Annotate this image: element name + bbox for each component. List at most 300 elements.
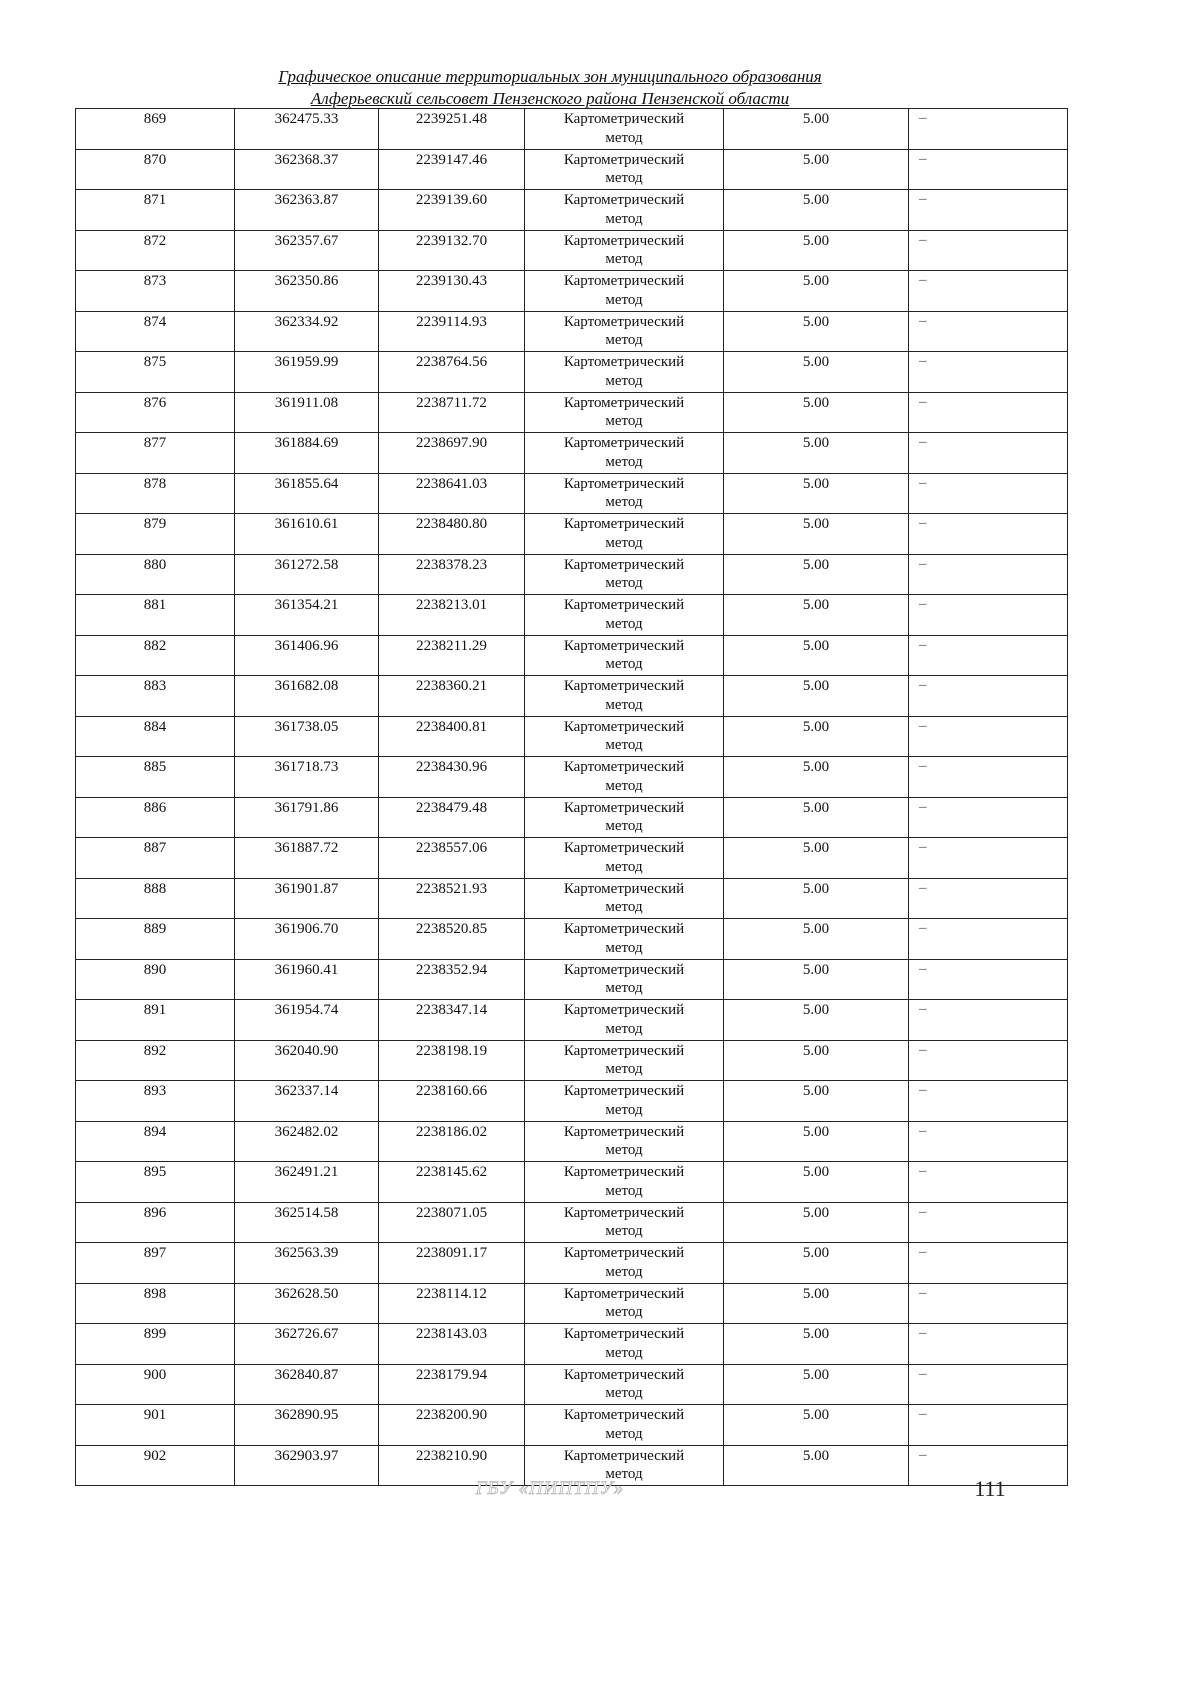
note-cell: – — [909, 149, 1068, 190]
point-number-cell: 885 — [76, 757, 235, 798]
table-row — [76, 757, 1068, 798]
point-number-cell: 876 — [76, 392, 235, 433]
coordinate-y-cell: 2238360.21 — [379, 676, 525, 717]
coordinate-y-cell: 2238641.03 — [379, 473, 525, 514]
method-line-2: метод — [605, 696, 643, 713]
note-cell: – — [909, 757, 1068, 798]
note-cell: – — [909, 1405, 1068, 1446]
method-line-1: Картометрический — [563, 475, 685, 492]
coordinate-x-cell: 361718.73 — [235, 757, 379, 798]
method-cell — [525, 1283, 724, 1324]
table-row — [76, 311, 1068, 352]
method-cell — [525, 311, 724, 352]
method-cell — [525, 514, 724, 555]
method-line-1: Картометрический — [563, 1285, 685, 1302]
coordinate-x-cell: 362357.67 — [235, 230, 379, 271]
method-line-2: метод — [605, 1101, 643, 1118]
note-cell: – — [909, 1243, 1068, 1284]
point-number-cell: 878 — [76, 473, 235, 514]
coordinate-y-cell: 2238557.06 — [379, 838, 525, 879]
accuracy-cell: 5.00 — [724, 716, 909, 757]
table-row — [76, 1040, 1068, 1081]
point-number-cell: 902 — [76, 1445, 235, 1486]
method-line-2: метод — [605, 939, 643, 956]
coordinate-x-cell: 361884.69 — [235, 433, 379, 474]
table-row — [76, 797, 1068, 838]
method-line-1: Картометрический — [563, 921, 685, 937]
coordinate-x-cell: 362040.90 — [235, 1040, 379, 1081]
method-line-2: метод — [605, 1385, 643, 1401]
note-cell: – — [909, 1283, 1068, 1324]
method-cell — [525, 271, 724, 312]
method-line-2: метод — [605, 1304, 643, 1320]
coordinate-y-cell: 2238211.29 — [379, 635, 525, 676]
method-line-2: метод — [605, 453, 643, 470]
note-cell: – — [909, 919, 1068, 960]
method-line-1: Картометрический — [563, 1083, 685, 1099]
table-row — [76, 230, 1068, 271]
method-cell — [525, 1081, 724, 1122]
accuracy-cell: 5.00 — [724, 838, 909, 879]
method-line-2: метод — [605, 737, 643, 753]
accuracy-cell: 5.00 — [724, 514, 909, 555]
table-row — [76, 352, 1068, 393]
note-cell: – — [909, 878, 1068, 919]
method-cell — [525, 554, 724, 595]
method-line-2: метод — [605, 494, 643, 510]
coordinate-y-cell: 2238521.93 — [379, 878, 525, 919]
coordinate-y-cell: 2238213.01 — [379, 595, 525, 636]
coordinate-x-cell: 361406.96 — [235, 635, 379, 676]
accuracy-cell: 5.00 — [724, 1000, 909, 1041]
table-row — [76, 595, 1068, 636]
method-line-1: Картометрический — [563, 516, 685, 532]
point-number-cell: 892 — [76, 1040, 235, 1081]
method-cell — [525, 838, 724, 879]
accuracy-cell: 5.00 — [724, 635, 909, 676]
accuracy-cell: 5.00 — [724, 595, 909, 636]
accuracy-cell: 5.00 — [724, 149, 909, 190]
point-number-cell: 875 — [76, 352, 235, 393]
point-number-cell: 882 — [76, 635, 235, 676]
table-row — [76, 1121, 1068, 1162]
table-row — [76, 392, 1068, 433]
accuracy-cell: 5.00 — [724, 190, 909, 231]
method-cell — [525, 1243, 724, 1284]
note-cell: – — [909, 230, 1068, 271]
table-row — [76, 514, 1068, 555]
table-row — [76, 554, 1068, 595]
accuracy-cell: 5.00 — [724, 1364, 909, 1405]
coordinate-y-cell: 2238071.05 — [379, 1202, 525, 1243]
method-line-2: метод — [605, 210, 643, 227]
method-line-2: метод — [605, 1061, 643, 1077]
footer-organization-watermark: ГБУ «ПИПТПУ» — [475, 1478, 625, 1499]
accuracy-cell: 5.00 — [724, 554, 909, 595]
table-row — [76, 1000, 1068, 1041]
point-number-cell: 880 — [76, 554, 235, 595]
coordinate-y-cell: 2238347.14 — [379, 1000, 525, 1041]
coordinate-x-cell: 361911.08 — [235, 392, 379, 433]
coordinate-x-cell: 361901.87 — [235, 878, 379, 919]
coordinate-y-cell: 2238114.12 — [379, 1283, 525, 1324]
method-line-2: метод — [605, 291, 643, 308]
method-line-2: метод — [605, 251, 643, 267]
note-cell: – — [909, 352, 1068, 393]
method-cell — [525, 1121, 724, 1162]
method-line-1: Картометрический — [563, 556, 685, 573]
method-cell — [525, 190, 724, 231]
coordinate-y-cell: 2239114.93 — [379, 311, 525, 352]
method-line-1: Картометрический — [563, 1245, 685, 1261]
accuracy-cell: 5.00 — [724, 1283, 909, 1324]
coordinate-x-cell: 361354.21 — [235, 595, 379, 636]
method-line-1: Картометрический — [563, 111, 685, 127]
coordinate-x-cell: 362628.50 — [235, 1283, 379, 1324]
table-row — [76, 838, 1068, 879]
method-cell — [525, 595, 724, 636]
coordinate-x-cell: 362840.87 — [235, 1364, 379, 1405]
coordinate-x-cell: 362363.87 — [235, 190, 379, 231]
method-line-2: метод — [605, 1466, 643, 1482]
coordinate-x-cell: 362491.21 — [235, 1162, 379, 1203]
table-row — [76, 109, 1068, 150]
coordinate-x-cell: 362890.95 — [235, 1405, 379, 1446]
point-number-cell: 887 — [76, 838, 235, 879]
method-cell — [525, 919, 724, 960]
note-cell: – — [909, 271, 1068, 312]
method-line-1: Картометрический — [563, 961, 685, 978]
coordinate-x-cell: 362482.02 — [235, 1121, 379, 1162]
coordinate-x-cell: 362334.92 — [235, 311, 379, 352]
table-row — [76, 473, 1068, 514]
coordinate-x-cell: 361906.70 — [235, 919, 379, 960]
method-line-2: метод — [605, 372, 643, 389]
coordinate-y-cell: 2238145.62 — [379, 1162, 525, 1203]
method-line-1: Картометрический — [563, 192, 685, 208]
table-row — [76, 1081, 1068, 1122]
table-row — [76, 959, 1068, 1000]
method-line-2: метод — [605, 980, 643, 996]
method-line-2: метод — [605, 615, 643, 632]
coordinate-x-cell: 361738.05 — [235, 716, 379, 757]
coordinate-y-cell: 2238143.03 — [379, 1324, 525, 1365]
method-line-1: Картометрический — [563, 880, 685, 897]
coordinate-x-cell: 362350.86 — [235, 271, 379, 312]
table-row — [76, 1324, 1068, 1365]
point-number-cell: 890 — [76, 959, 235, 1000]
accuracy-cell: 5.00 — [724, 311, 909, 352]
method-line-2: метод — [605, 656, 643, 672]
coordinate-y-cell: 2238210.90 — [379, 1445, 525, 1486]
point-number-cell: 899 — [76, 1324, 235, 1365]
note-cell: – — [909, 1324, 1068, 1365]
table-row — [76, 1283, 1068, 1324]
method-line-1: Картометрический — [563, 1123, 685, 1140]
accuracy-cell: 5.00 — [724, 352, 909, 393]
method-cell — [525, 716, 724, 757]
accuracy-cell: 5.00 — [724, 1040, 909, 1081]
table-row — [76, 1405, 1068, 1446]
table-row — [76, 1202, 1068, 1243]
note-cell: – — [909, 635, 1068, 676]
method-cell — [525, 433, 724, 474]
accuracy-cell: 5.00 — [724, 1162, 909, 1203]
method-line-1: Картометрический — [563, 151, 685, 168]
coordinate-x-cell: 362337.14 — [235, 1081, 379, 1122]
coordinate-y-cell: 2238711.72 — [379, 392, 525, 433]
accuracy-cell: 5.00 — [724, 271, 909, 312]
point-number-cell: 870 — [76, 149, 235, 190]
note-cell: – — [909, 1121, 1068, 1162]
method-line-2: метод — [605, 1182, 643, 1199]
method-cell — [525, 1405, 724, 1446]
coordinate-y-cell: 2238480.80 — [379, 514, 525, 555]
method-cell — [525, 473, 724, 514]
coordinate-x-cell: 362903.97 — [235, 1445, 379, 1486]
note-cell: – — [909, 1162, 1068, 1203]
coordinates-table-body — [76, 109, 1068, 1486]
page-number: 111 — [974, 1476, 1006, 1501]
method-line-1: Картометрический — [563, 597, 685, 613]
point-number-cell: 898 — [76, 1283, 235, 1324]
accuracy-cell: 5.00 — [724, 676, 909, 717]
coordinate-y-cell: 2238198.19 — [379, 1040, 525, 1081]
note-cell: – — [909, 311, 1068, 352]
method-cell — [525, 1162, 724, 1203]
method-cell — [525, 757, 724, 798]
document-title-line-1: Графическое описание территориальных зон муниципального образования — [278, 67, 822, 86]
point-number-cell: 893 — [76, 1081, 235, 1122]
coordinate-x-cell: 361887.72 — [235, 838, 379, 879]
method-line-2: метод — [605, 858, 643, 875]
method-line-2: метод — [605, 1425, 643, 1442]
document-title-line-2: Алферьевский сельсовет Пензенского района Пензенской области — [310, 89, 790, 108]
point-number-cell: 877 — [76, 433, 235, 474]
accuracy-cell: 5.00 — [724, 1202, 909, 1243]
note-cell: – — [909, 473, 1068, 514]
method-cell — [525, 1364, 724, 1405]
coordinate-x-cell: 362368.37 — [235, 149, 379, 190]
accuracy-cell: 5.00 — [724, 878, 909, 919]
accuracy-cell: 5.00 — [724, 757, 909, 798]
note-cell: – — [909, 959, 1068, 1000]
method-line-1: Картометрический — [563, 1366, 685, 1383]
table-row — [76, 1243, 1068, 1284]
method-cell — [525, 352, 724, 393]
point-number-cell: 889 — [76, 919, 235, 960]
coordinate-y-cell: 2239147.46 — [379, 149, 525, 190]
method-cell — [525, 149, 724, 190]
coordinate-x-cell: 361959.99 — [235, 352, 379, 393]
point-number-cell: 873 — [76, 271, 235, 312]
note-cell: – — [909, 838, 1068, 879]
method-cell — [525, 392, 724, 433]
method-line-2: метод — [605, 575, 643, 591]
method-cell — [525, 1324, 724, 1365]
accuracy-cell: 5.00 — [724, 797, 909, 838]
method-line-1: Картометрический — [563, 1042, 685, 1059]
coordinate-y-cell: 2238091.17 — [379, 1243, 525, 1284]
coordinate-x-cell: 361610.61 — [235, 514, 379, 555]
method-line-1: Картометрический — [563, 354, 685, 370]
coordinate-x-cell: 361960.41 — [235, 959, 379, 1000]
method-line-2: метод — [605, 1223, 643, 1239]
coordinate-y-cell: 2238430.96 — [379, 757, 525, 798]
method-line-1: Картометрический — [563, 799, 685, 816]
point-number-cell: 869 — [76, 109, 235, 150]
coordinate-y-cell: 2238352.94 — [379, 959, 525, 1000]
coordinate-x-cell: 362475.33 — [235, 109, 379, 150]
coordinate-x-cell: 361954.74 — [235, 1000, 379, 1041]
method-line-2: метод — [605, 1020, 643, 1037]
point-number-cell: 884 — [76, 716, 235, 757]
coordinate-x-cell: 362726.67 — [235, 1324, 379, 1365]
point-number-cell: 895 — [76, 1162, 235, 1203]
accuracy-cell: 5.00 — [724, 959, 909, 1000]
note-cell: – — [909, 1000, 1068, 1041]
method-cell — [525, 797, 724, 838]
coordinate-x-cell: 361855.64 — [235, 473, 379, 514]
accuracy-cell: 5.00 — [724, 433, 909, 474]
point-number-cell: 883 — [76, 676, 235, 717]
coordinate-y-cell: 2238378.23 — [379, 554, 525, 595]
coordinate-y-cell: 2239251.48 — [379, 109, 525, 150]
accuracy-cell: 5.00 — [724, 1405, 909, 1446]
method-cell — [525, 109, 724, 150]
method-line-1: Картометрический — [563, 718, 685, 735]
table-row — [76, 635, 1068, 676]
point-number-cell: 900 — [76, 1364, 235, 1405]
method-line-1: Картометрический — [563, 1407, 685, 1423]
coordinate-x-cell: 361272.58 — [235, 554, 379, 595]
document-header — [0, 66, 1100, 110]
method-line-1: Картометрический — [563, 840, 685, 856]
table-row — [76, 919, 1068, 960]
note-cell: – — [909, 676, 1068, 717]
coordinate-y-cell: 2238160.66 — [379, 1081, 525, 1122]
table-row — [76, 433, 1068, 474]
accuracy-cell: 5.00 — [724, 1081, 909, 1122]
method-line-2: метод — [605, 899, 643, 915]
method-line-2: метод — [605, 777, 643, 794]
table-row — [76, 190, 1068, 231]
note-cell: – — [909, 554, 1068, 595]
point-number-cell: 881 — [76, 595, 235, 636]
table-row — [76, 271, 1068, 312]
note-cell: – — [909, 1364, 1068, 1405]
note-cell: – — [909, 109, 1068, 150]
note-cell: – — [909, 1202, 1068, 1243]
coordinate-y-cell: 2238179.94 — [379, 1364, 525, 1405]
coordinate-y-cell: 2239132.70 — [379, 230, 525, 271]
table-row — [76, 878, 1068, 919]
coordinate-x-cell: 362514.58 — [235, 1202, 379, 1243]
coordinate-y-cell: 2238764.56 — [379, 352, 525, 393]
note-cell: – — [909, 514, 1068, 555]
point-number-cell: 872 — [76, 230, 235, 271]
coordinate-x-cell: 362563.39 — [235, 1243, 379, 1284]
method-cell — [525, 878, 724, 919]
point-number-cell: 886 — [76, 797, 235, 838]
method-cell — [525, 1000, 724, 1041]
point-number-cell: 894 — [76, 1121, 235, 1162]
coordinate-y-cell: 2239139.60 — [379, 190, 525, 231]
note-cell: – — [909, 1081, 1068, 1122]
accuracy-cell: 5.00 — [724, 919, 909, 960]
table-row — [76, 1162, 1068, 1203]
method-line-2: метод — [605, 413, 643, 429]
accuracy-cell: 5.00 — [724, 1445, 909, 1486]
method-cell — [525, 1202, 724, 1243]
note-cell: – — [909, 797, 1068, 838]
method-line-2: метод — [605, 818, 643, 834]
note-cell: – — [909, 190, 1068, 231]
point-number-cell: 891 — [76, 1000, 235, 1041]
coordinate-y-cell: 2238520.85 — [379, 919, 525, 960]
method-line-1: Картометрический — [563, 1164, 685, 1180]
coordinate-y-cell: 2238479.48 — [379, 797, 525, 838]
accuracy-cell: 5.00 — [724, 392, 909, 433]
method-line-1: Картометрический — [563, 232, 685, 249]
point-number-cell: 879 — [76, 514, 235, 555]
method-line-1: Картометрический — [563, 1326, 685, 1342]
table-row — [76, 149, 1068, 190]
method-line-1: Картометрический — [563, 678, 685, 694]
coordinate-y-cell: 2238697.90 — [379, 433, 525, 474]
coordinate-y-cell: 2238186.02 — [379, 1121, 525, 1162]
coordinate-x-cell: 361791.86 — [235, 797, 379, 838]
method-cell — [525, 676, 724, 717]
method-line-2: метод — [605, 534, 643, 551]
coordinate-y-cell: 2238400.81 — [379, 716, 525, 757]
method-line-2: метод — [605, 1263, 643, 1280]
point-number-cell: 896 — [76, 1202, 235, 1243]
method-line-1: Картометрический — [563, 759, 685, 775]
point-number-cell: 901 — [76, 1405, 235, 1446]
note-cell: – — [909, 595, 1068, 636]
method-line-1: Картометрический — [563, 435, 685, 451]
method-line-1: Картометрический — [563, 394, 685, 411]
point-number-cell: 871 — [76, 190, 235, 231]
method-line-2: метод — [605, 1142, 643, 1158]
method-cell — [525, 959, 724, 1000]
accuracy-cell: 5.00 — [724, 1121, 909, 1162]
method-line-1: Картометрический — [563, 1447, 685, 1464]
accuracy-cell: 5.00 — [724, 109, 909, 150]
note-cell: – — [909, 433, 1068, 474]
table-row — [76, 1364, 1068, 1405]
table-row — [76, 676, 1068, 717]
note-cell: – — [909, 716, 1068, 757]
table-row — [76, 716, 1068, 757]
method-line-2: метод — [605, 129, 643, 146]
method-line-2: метод — [605, 332, 643, 348]
method-cell — [525, 230, 724, 271]
method-line-1: Картометрический — [563, 1002, 685, 1018]
method-line-1: Картометрический — [563, 637, 685, 654]
method-line-1: Картометрический — [563, 313, 685, 330]
accuracy-cell: 5.00 — [724, 230, 909, 271]
method-line-2: метод — [605, 1344, 643, 1361]
accuracy-cell: 5.00 — [724, 1324, 909, 1365]
note-cell: – — [909, 1040, 1068, 1081]
point-number-cell: 874 — [76, 311, 235, 352]
method-line-1: Картометрический — [563, 273, 685, 289]
coordinate-y-cell: 2238200.90 — [379, 1405, 525, 1446]
method-cell — [525, 635, 724, 676]
accuracy-cell: 5.00 — [724, 473, 909, 514]
